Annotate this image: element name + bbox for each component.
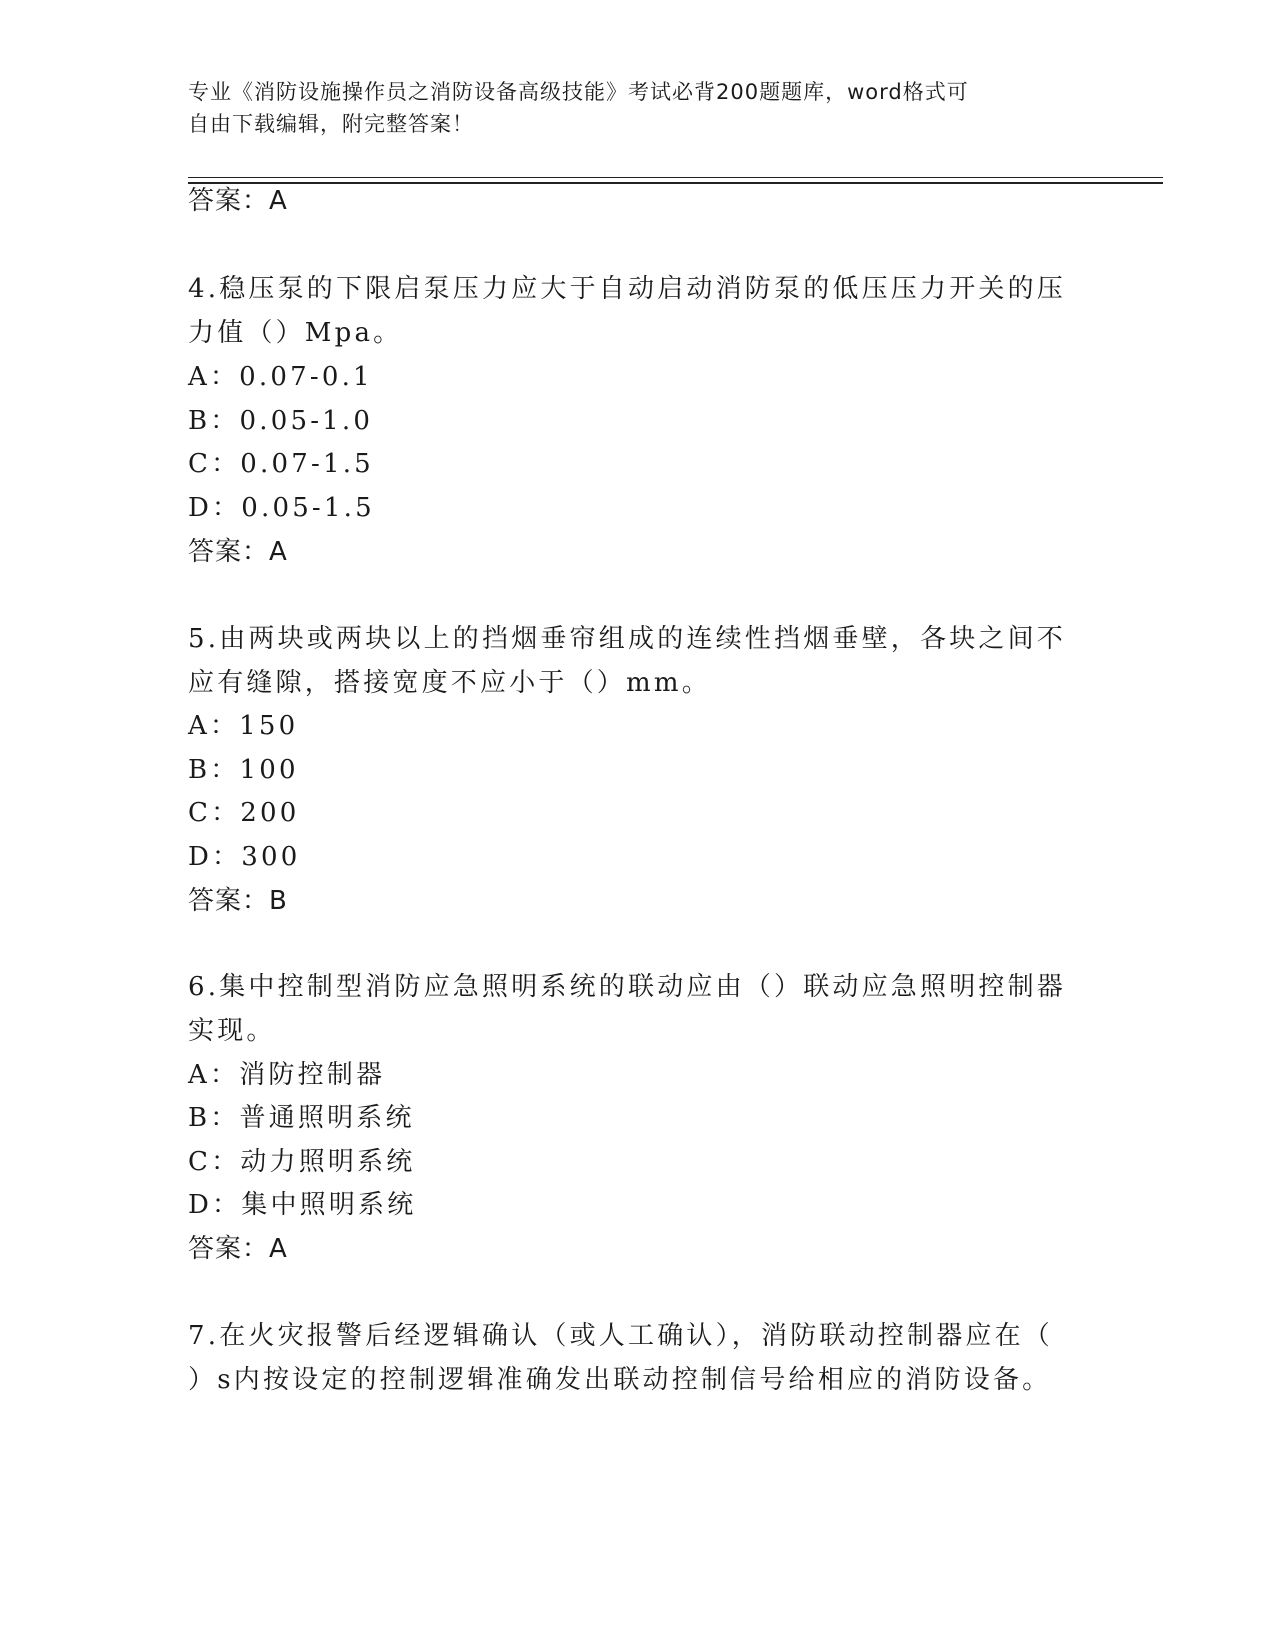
header-divider-thick — [188, 182, 1163, 184]
header-line-2: 自由下载编辑，附完整答案！ — [188, 112, 474, 136]
question-5-answer: 答案：B — [188, 886, 288, 916]
question-7-stem-line-1: 7.在火灾报警后经逻辑确认（或人工确认），消防联动控制器应在（ — [188, 1321, 1054, 1351]
question-5-option-c: C：200 — [188, 798, 300, 828]
question-6-stem-line-2: 实现。 — [188, 1016, 276, 1046]
question-4-stem-line-1: 4.稳压泵的下限启泵压力应大于自动启动消防泵的低压压力开关的压 — [188, 274, 1067, 304]
question-6-stem-line-1: 6.集中控制型消防应急照明系统的联动应由（）联动应急照明控制器 — [188, 972, 1067, 1002]
question-4-stem-line-2: 力值（）Mpa。 — [188, 318, 403, 348]
question-4-option-a: A：0.07-0.1 — [188, 362, 373, 392]
question-6-answer: 答案：A — [188, 1234, 288, 1264]
question-6-option-a: A：消防控制器 — [188, 1060, 386, 1090]
header-divider-thin — [188, 177, 1163, 178]
question-4-option-b: B：0.05-1.0 — [188, 406, 374, 436]
question-5-stem-line-2: 应有缝隙，搭接宽度不应小于（）mm。 — [188, 668, 711, 698]
question-4-answer: 答案：A — [188, 537, 288, 567]
question-5-option-b: B：100 — [188, 755, 299, 785]
previous-answer: 答案：A — [188, 186, 288, 216]
question-7-stem-line-2: ）s内按设定的控制逻辑准确发出联动控制信号给相应的消防设备。 — [188, 1365, 1052, 1395]
document-header — [188, 76, 1088, 140]
question-4-option-c: C：0.07-1.5 — [188, 449, 374, 479]
question-4-option-d: D：0.05-1.5 — [188, 493, 375, 523]
question-5-stem-line-1: 5.由两块或两块以上的挡烟垂帘组成的连续性挡烟垂壁，各块之间不 — [188, 624, 1067, 654]
question-5-option-a: A：150 — [188, 711, 299, 741]
question-6-option-c: C：动力照明系统 — [188, 1147, 416, 1177]
question-5-option-d: D：300 — [188, 842, 301, 872]
question-6-option-d: D：集中照明系统 — [188, 1190, 417, 1220]
header-line-1: 专业《消防设施操作员之消防设备高级技能》考试必背200题题库，word格式可 — [188, 80, 969, 104]
question-6-option-b: B：普通照明系统 — [188, 1103, 415, 1133]
